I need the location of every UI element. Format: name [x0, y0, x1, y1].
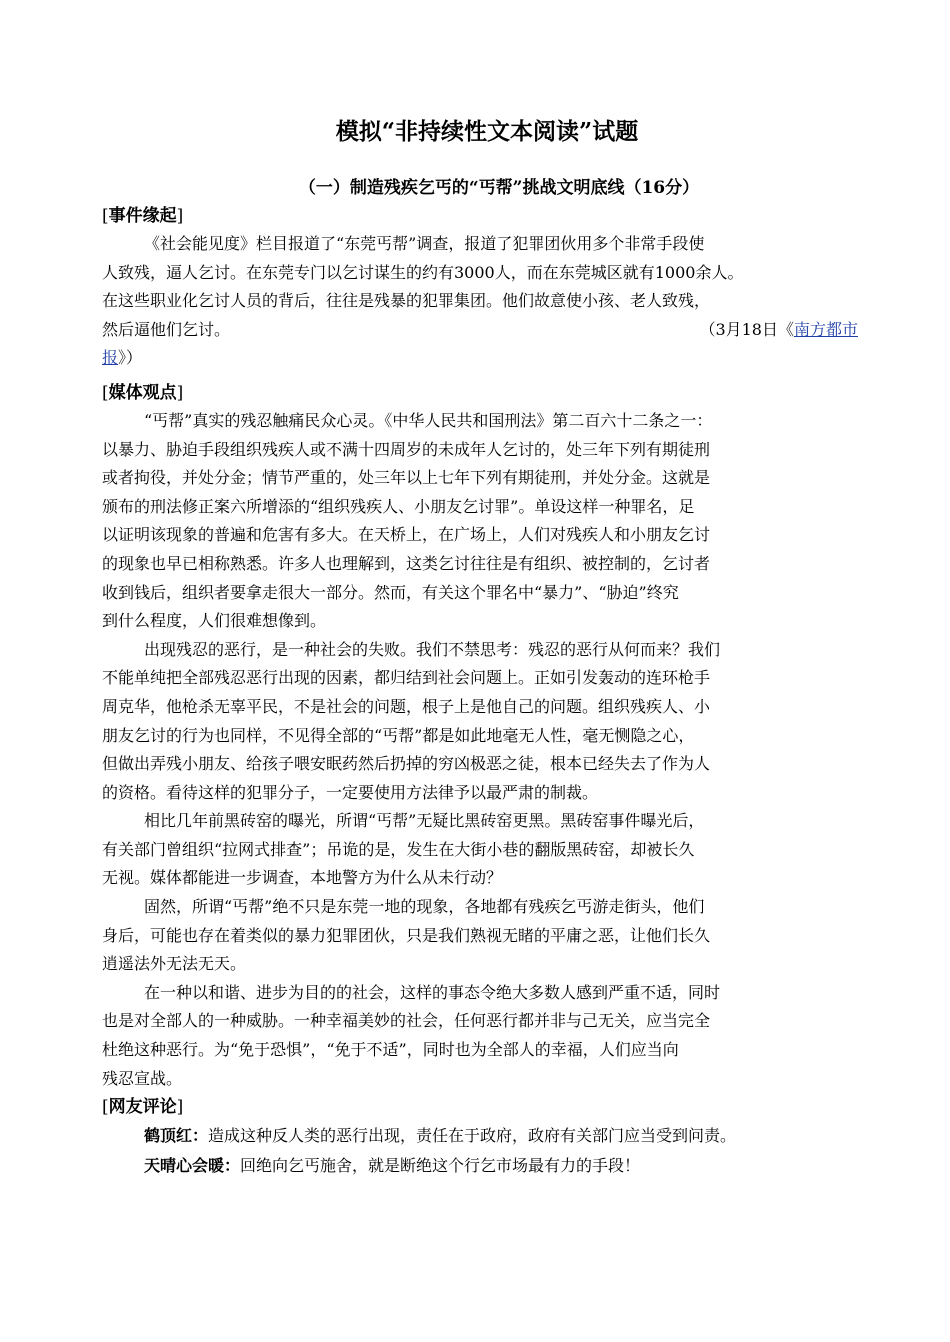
source-link[interactable]: 报 — [102, 348, 119, 368]
media-paragraph — [102, 979, 858, 1093]
paragraph-line: 固然，所谓“丐帮”绝不只是东莞一地的现象，各地都有残疾乞丐游走街头，他们 — [144, 897, 705, 917]
media-paragraph — [102, 636, 858, 808]
paragraph-line: 收到钱后，组织者要拿走很大一部分。然而，有关这个罪名中“暴力”、“胁迫”终究 — [102, 582, 679, 602]
media-paragraph — [102, 893, 858, 979]
page-subtitle: （一）制造残疾乞丐的“丐帮”挑战文明底线（16分） — [298, 178, 700, 198]
section-heading-event: [事件缘起] — [102, 206, 184, 226]
paragraph-line: 朋友乞讨的行为也同样，不见得全部的“丐帮”都是如此地毫无人性，毫无恻隐之心， — [102, 725, 695, 745]
paragraph-line: 到什么程度，人们很难想像到。 — [102, 611, 327, 631]
paragraph-line: 身后，可能也存在着类似的暴力犯罪团伙，只是我们熟视无睹的平庸之恶，让他们长久 — [102, 925, 711, 945]
paragraph-line: 然后逼他们乞讨。 — [102, 319, 231, 339]
section-event — [102, 202, 858, 373]
paragraph-line: 逍遥法外无法无天。 — [102, 954, 247, 974]
comment-author: 天晴心会暖： — [144, 1156, 241, 1176]
paragraph-line: 的现象也早已相称熟悉。许多人也理解到，这类乞讨往往是有组织、被控制的，乞讨者 — [102, 553, 711, 573]
paragraph-line: 或者拘役，并处分金；情节严重的，处三年以上七年下列有期徒刑，并处分金。这就是 — [102, 468, 711, 488]
paragraph-line: 《社会能见度》栏目报道了“东莞丐帮”调查，报道了犯罪团伙用多个非常手段使 — [144, 234, 705, 253]
paragraph-line: 有关部门曾组织“拉网式排查”；吊诡的是，发生在大街小巷的翻版黑砖窑，却被长久 — [102, 839, 695, 859]
comment-author: 鹤顶红： — [144, 1126, 209, 1146]
paragraph-line: 以暴力、胁迫手段组织残疾人或不满十四周岁的未成年人乞讨的，处三年下列有期徒刑 — [102, 439, 711, 459]
page-title: 模拟“非持续性文本阅读”试题 — [335, 118, 639, 145]
section-comments — [102, 1093, 858, 1181]
paragraph-line: 杜绝这种恶行。为“免于恐惧”，“免于不适”，同时也为全部人的幸福，人们应当向 — [102, 1040, 679, 1060]
paragraph-line: 不能单纯把全部残忍恶行出现的因素，都归结到社会问题上。正如引发轰动的连环枪手 — [102, 668, 711, 688]
section-heading-media: [媒体观点] — [102, 382, 184, 403]
section-heading-comments: [网友评论] — [102, 1097, 184, 1118]
media-paragraph — [102, 407, 858, 636]
paragraph-line: 残忍宣战。 — [102, 1068, 183, 1088]
source-link[interactable]: 南方都市 — [793, 319, 858, 339]
paragraph-line: 人致残，逼人乞讨。在东莞专门以乞讨谋生的约有3000人，而在东莞城区就有1000余人。 — [102, 262, 744, 282]
comment-item — [102, 1121, 858, 1151]
document-page — [102, 112, 858, 1181]
paragraph-line: 周克华，他枪杀无辜平民，不是社会的问题，根子上是他自己的问题。组织残疾人、小 — [102, 696, 711, 716]
paragraph-line: 在这些职业化乞讨人员的背后，往往是残暴的犯罪集团。他们故意使小孩、老人致残， — [102, 291, 711, 311]
paragraph-line: 颁布的刑法修正案六所增添的“组织残疾人、小朋友乞讨罪”。单设这样一种罪名，足 — [102, 496, 695, 516]
paragraph-line: “丐帮”真实的残忍触痛民众心灵。《中华人民共和国刑法》第二百六十二条之一： — [144, 410, 713, 430]
comment-text: 造成这种反人类的恶行出现，责任在于政府，政府有关部门应当受到问责。 — [208, 1126, 737, 1146]
paragraph-line: 以证明该现象的普遍和危害有多大。在天桥上，在广场上，人们对残疾人和小朋友乞讨 — [102, 525, 711, 545]
source-citation: （3月18日《南方都市 — [699, 319, 858, 339]
paragraph-line: 也是对全部人的一种威胁。一种幸福美妙的社会，任何恶行都并非与己无关，应当完全 — [102, 1011, 711, 1031]
paragraph-line: 但做出弄残小朋友、给孩子喂安眠药然后扔掉的穷凶极恶之徒，根本已经失去了作为人 — [102, 754, 711, 774]
paragraph-line: 无视。媒体都能进一步调查，本地警方为什么从未行动？ — [102, 868, 503, 888]
source-citation-cont: 报》） — [102, 348, 143, 368]
media-paragraph — [102, 807, 858, 893]
paragraph-line: 出现残忍的恶行，是一种社会的失败。我们不禁思考：残忍的恶行从何而来？我们 — [144, 639, 721, 659]
source-row — [102, 316, 858, 345]
paragraph-line: 在一种以和谐、进步为目的的社会，这样的事态令绝大多数人感到严重不适，同时 — [144, 982, 721, 1002]
paragraph-line: 相比几年前黑砖窑的曝光，所谓“丐帮”无疑比黑砖窑更黑。黑砖窑事件曝光后， — [144, 811, 705, 831]
paragraph-line: 的资格。看待这样的犯罪分子，一定要使用方法律予以最严肃的制裁。 — [102, 782, 599, 802]
comment-text: 回绝向乞丐施舍，就是断绝这个行乞市场最有力的手段！ — [240, 1156, 641, 1176]
section-media — [102, 379, 858, 1093]
comment-item — [102, 1151, 858, 1181]
